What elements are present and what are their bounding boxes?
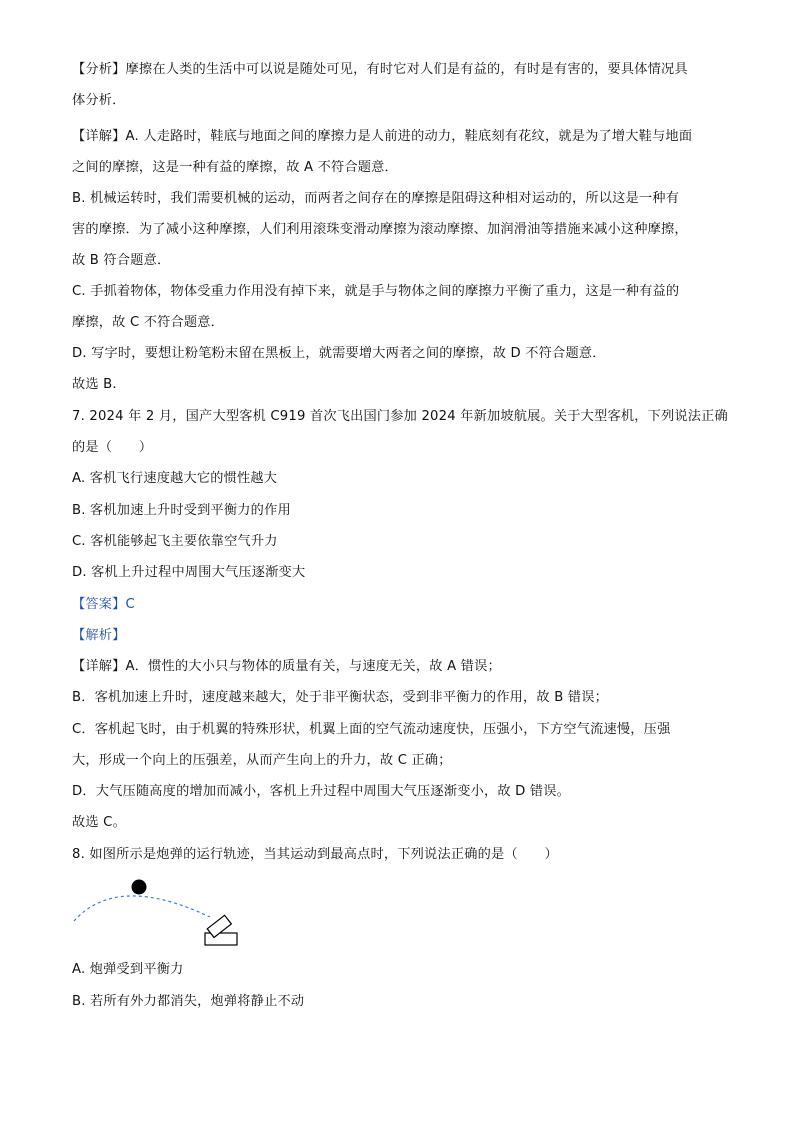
detail-line-cont: 之间的摩擦，这是一种有益的摩擦，故 A 不符合题意．: [72, 160, 398, 175]
solution-detail-c: C．客机起飞时，由于机翼的特殊形状，机翼上面的空气流动速度快，压强小，下方空气流速慢，压强: [72, 722, 671, 737]
solution-label: 【解析】: [72, 628, 126, 643]
solution-detail-a: 【详解】A．惯性的大小只与物体的质量有关，与速度无关，故 A 错误；: [72, 659, 501, 674]
option-b-explain-cont: 害的摩擦．为了减小这种摩擦，人们利用滚珠变滑动摩擦为滚动摩擦、加润滑油等措施来减小这种摩擦，: [72, 222, 688, 237]
question-7-stem-cont: 的是（ ）: [72, 440, 153, 455]
option-c-explain-cont: 摩擦，故 C 不符合题意．: [72, 315, 225, 330]
option-b-conclusion: 故 B 符合题意．: [72, 253, 171, 268]
option-c-explain: C. 手抓着物体，物体受重力作用没有掉下来，就是手与物体之间的摩擦力平衡了重力，这是一种有益的: [72, 284, 680, 299]
detail-line: 【详解】A. 人走路时，鞋底与地面之间的摩擦力是人前进的动力，鞋底刻有花纹，就是为了增大鞋与地面: [72, 129, 693, 144]
answer-choice-7: 故选 C。: [72, 815, 126, 830]
solution-detail-b: B．客机加速上升时，速度越来越大，处于非平衡状态，受到非平衡力的作用，故 B 错误；: [72, 690, 608, 705]
question-8-option-b: B. 若所有外力都消失，炮弹将静止不动: [72, 994, 305, 1009]
option-b-explain: B. 机械运转时，我们需要机械的运动，而两者之间存在的摩擦是阻碍这种相对运动的，所以这是一种有: [72, 191, 680, 206]
question-8-stem: 8. 如图所示是炮弹的运行轨迹，当其运动到最高点时，下列说法正确的是（ ）: [72, 847, 558, 862]
question-8-option-a: A. 炮弹受到平衡力: [72, 962, 184, 977]
solution-detail-c-cont: 大，形成一个向上的压强差，从而产生向上的升力，故 C 正确；: [72, 753, 452, 768]
question-7-option-b: B. 客机加速上升时受到平衡力的作用: [72, 503, 291, 518]
option-d-explain: D. 写字时，要想让粉笔粉末留在黑板上，就需要增大两者之间的摩擦，故 D 不符合题意．: [72, 346, 606, 361]
question-7-option-c: C. 客机能够起飞主要依靠空气升力: [72, 534, 278, 549]
analysis-line-cont: 体分析．: [72, 93, 126, 108]
cannon-icon: [205, 915, 237, 945]
question-7-stem: 7. 2024 年 2 月，国产大型客机 C919 首次飞出国门参加 2024 年新加坡航展。关于大型客机，下列说法正确: [72, 409, 728, 424]
answer-label: 【答案】C: [72, 597, 135, 612]
analysis-line: 【分析】摩擦在人类的生活中可以说是随处可见，有时它对人们是有益的，有时是有害的，要具体情况具: [72, 62, 688, 77]
question-7-option-a: A. 客机飞行速度越大它的惯性越大: [72, 471, 278, 486]
question-7-option-d: D. 客机上升过程中周围大气压逐渐变大: [72, 565, 306, 580]
solution-detail-d: D．大气压随高度的增加而减小，客机上升过程中周围大气压逐渐变小，故 D 错误。: [72, 784, 571, 799]
cannonball-icon: [132, 880, 147, 895]
cannon-trajectory-diagram: [72, 875, 242, 947]
trajectory-path: [74, 896, 210, 921]
answer-choice-6: 故选 B.: [72, 377, 117, 392]
